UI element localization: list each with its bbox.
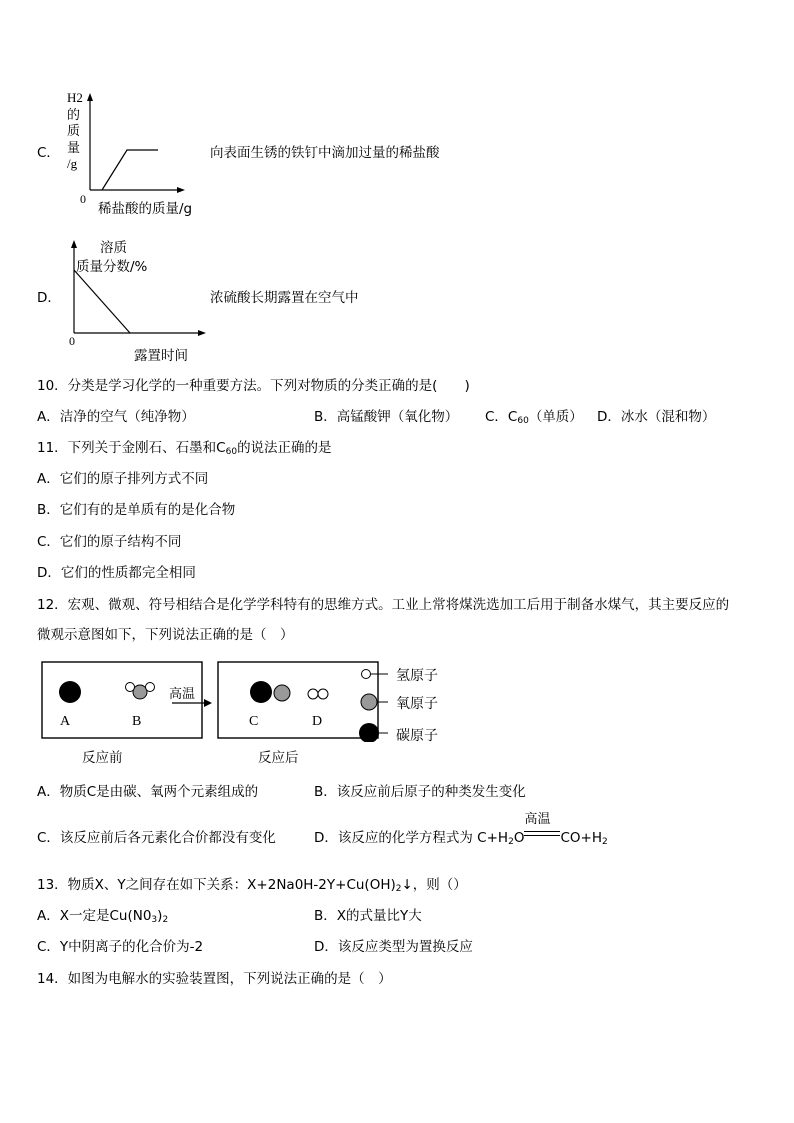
graph-d-description: 浓硫酸长期露置在空气中 [210, 290, 359, 306]
option-d-label: D． [37, 290, 61, 306]
q10-stem: 10．分类是学习化学的一种重要方法。下列对物质的分类正确的是( ) [37, 378, 470, 394]
diagram-after-caption: 反应后 [258, 750, 299, 766]
legend-hydrogen-label: 氢原子 [396, 668, 438, 684]
diagram-condition: 高温 [169, 687, 196, 702]
legend-oxygen-icon [361, 694, 377, 710]
legend-oxygen-label: 氧原子 [396, 696, 438, 712]
graph-c-x-label: 稀盐酸的质量/g [98, 201, 193, 217]
graph-d-y-label-2: 质量分数/% [76, 259, 148, 275]
legend-hydrogen-icon [362, 670, 371, 679]
reaction-diagram [36, 656, 456, 742]
q13-option-b: B．X的式量比Y大 [314, 908, 422, 924]
diagram-label-d: D [312, 714, 323, 729]
q12-option-d: D．该反应的化学方程式为 $C+H_2O$ 高温 $CO+H_2$ [314, 826, 608, 847]
q13-option-c: C．Y中阴离子的化合价为-2 [37, 939, 204, 955]
legend-carbon-label: 碳原子 [396, 728, 438, 744]
q12-stem-line-1: 12．宏观、微观、符号相结合是化学学科特有的思维方式。工业上常将煤洗选加工后用于制备水煤气，其主要反应的 [37, 597, 730, 613]
graph-d-y-label-1: 溶质 [100, 240, 127, 256]
diagram-label-a: A [60, 714, 71, 729]
graph-c-y-arrow [87, 93, 93, 101]
diagram-before-caption: 反应前 [82, 750, 123, 766]
q10-option-b: B．高锰酸钾（氧化物） [314, 409, 459, 425]
q13-stem: 13．物质X、Y之间存在如下关系：$X+2Na0H-2Y+Cu(OH)_2↓$，则（） [37, 877, 467, 894]
graph-c-x-arrow [177, 187, 185, 193]
reaction-arrow-head [204, 699, 212, 707]
equation-equals-top [524, 831, 560, 832]
molecule-c-carbon [250, 681, 272, 703]
molecule-d-hydrogen-1 [308, 689, 318, 699]
after-box [218, 662, 378, 738]
graph-c-y-label: H2 的 质 量 /g [67, 90, 83, 171]
q10-option-d: D．冰水（混和物） [597, 409, 716, 425]
diagram-label-c: C [249, 714, 259, 729]
legend-carbon-icon [359, 723, 379, 742]
q10-option-c: C．$C_{60}$（单质） [485, 409, 583, 426]
graph-d-x-label: 露置时间 [134, 348, 188, 364]
equation-condition-mark [524, 812, 560, 842]
q11-option-d: D．它们的性质都完全相同 [37, 565, 196, 581]
diagram-label-b: B [132, 714, 142, 729]
graph-c-description: 向表面生锈的铁钉中滴加过量的稀盐酸 [210, 145, 440, 161]
molecule-b-hydrogen-2 [146, 683, 155, 692]
graph-d-x-arrow [198, 330, 206, 336]
molecule-a-carbon [59, 681, 81, 703]
molecule-d-hydrogen-2 [318, 689, 328, 699]
q14-stem: 14．如图为电解水的实验装置图，下列说法正确的是（ ） [37, 971, 392, 987]
q11-option-b: B．它们有的是单质有的是化合物 [37, 502, 236, 518]
equation-condition: 高温 [524, 812, 551, 827]
graph-d-origin: 0 [69, 334, 75, 348]
graph-c-curve [102, 150, 158, 190]
graph-d-y-arrow [71, 240, 77, 248]
molecule-b-oxygen [133, 685, 147, 699]
q12-option-a: A．物质C是由碳、氧两个元素组成的 [37, 784, 259, 800]
q11-option-a: A．它们的原子排列方式不同 [37, 471, 209, 487]
equation-equals-bottom [524, 835, 560, 836]
q13-option-d: D．该反应类型为置换反应 [314, 939, 473, 955]
graph-d-curve [74, 270, 130, 333]
q12-stem-line-2: 微观示意图如下，下列说法正确的是（ ） [37, 627, 294, 643]
q13-option-a: A．X一定是$Cu(N0_3)_2$ [37, 908, 169, 925]
graph-d-chart [60, 232, 210, 342]
q11-option-c: C．它们的原子结构不同 [37, 534, 182, 550]
q12-option-c: C．该反应前后各元素化合价都没有变化 [37, 830, 276, 846]
q12-option-b: B．该反应前后原子的种类发生变化 [314, 784, 526, 800]
option-c-label: C． [37, 145, 60, 161]
graph-c-origin: 0 [80, 192, 86, 206]
molecule-b-hydrogen-1 [126, 683, 135, 692]
molecule-c-oxygen [274, 685, 290, 701]
q10-option-a: A．洁净的空气（纯净物） [37, 409, 195, 425]
q11-stem: 11．下列关于金刚石、石墨和$C_{60}$的说法正确的是 [37, 440, 332, 457]
